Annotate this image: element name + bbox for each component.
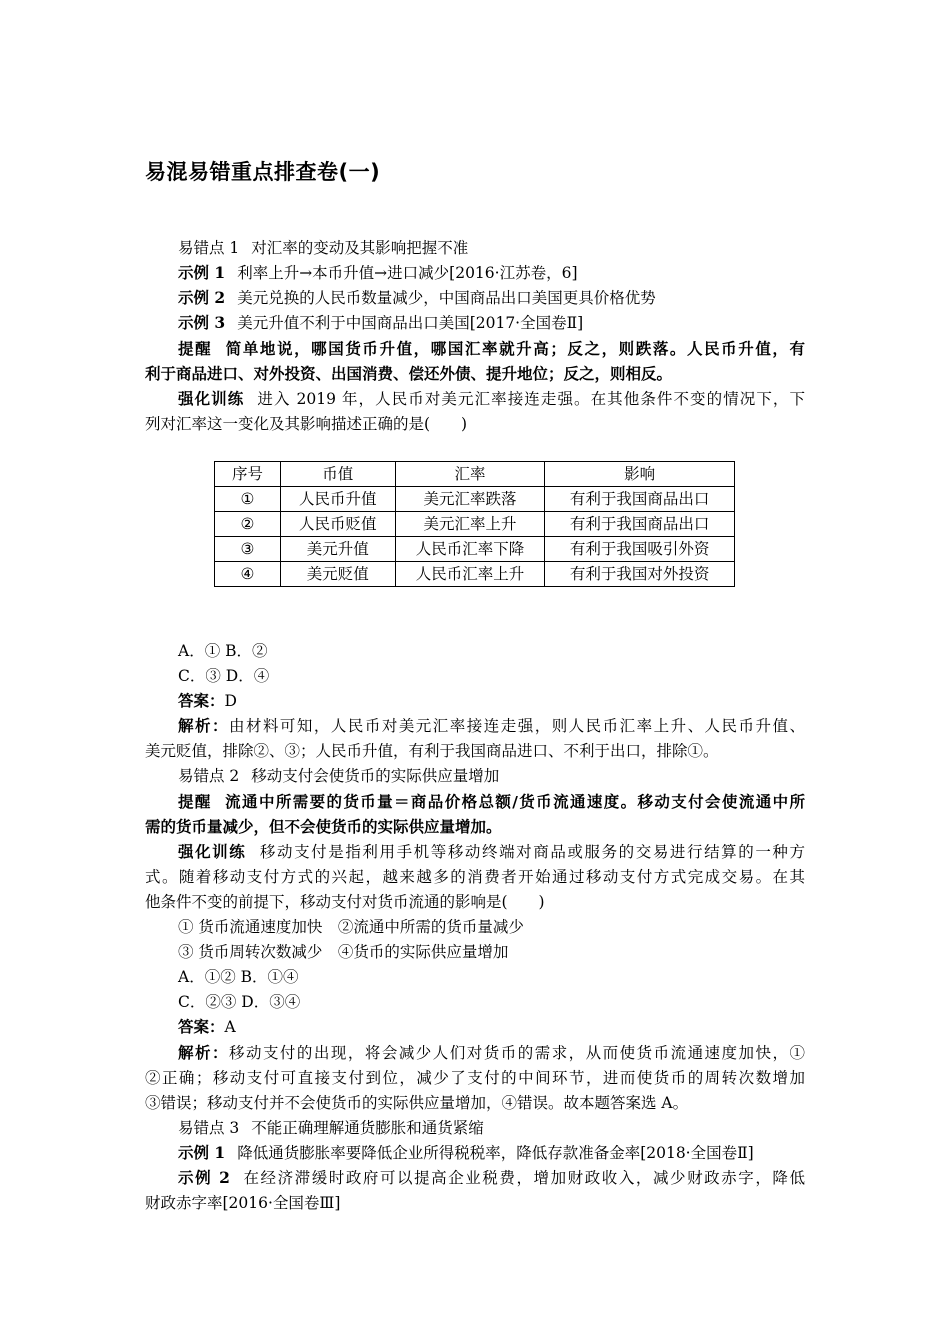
statements-3-4: ③ 货币周转次数减少 ④货币的实际供应量增加 <box>178 943 509 961</box>
table-row <box>215 537 735 562</box>
example-1: 示例 1 降低通货膨胀率要降低企业所得税税率，降低存款准备金率[2018·全国卷Ⅱ] <box>178 1143 754 1162</box>
table-cell: 美元贬值 <box>280 562 395 587</box>
analysis-2-line-2: ②正确；移动支付可直接支付到位，减少了支付的中间环节，进而使货币的周转次数增加 <box>145 1069 805 1087</box>
options-cd: C．②③ D．③④ <box>178 993 301 1011</box>
table-cell: ② <box>215 512 281 537</box>
table-row <box>215 512 735 537</box>
table-header-row <box>215 462 735 487</box>
example-2-line-2: 财政赤字率[2016·全国卷Ⅲ] <box>145 1194 341 1212</box>
training-1-line-2: 列对汇率这一变化及其影响描述正确的是( ) <box>145 415 468 433</box>
tip-1-line-2: 利于商品进口、对外投资、出国消费、偿还外债、提升地位；反之，则相反。 <box>145 365 673 383</box>
exchange-rate-table <box>214 461 735 587</box>
tip-2-line-2: 需的货币量减少，但不会使货币的实际供应量增加。 <box>145 818 502 836</box>
training-2-line-1: 强化训练 移动支付是指利用手机等移动终端对商品或服务的交易进行结算的一种方 <box>178 842 805 861</box>
table-cell: 美元升值 <box>280 537 395 562</box>
options-ab: A．①② B．①④ <box>178 968 299 986</box>
example-2-line-1: 示例 2 在经济滞缓时政府可以提高企业税费，增加财政收入，减少财政赤字，降低 <box>178 1168 805 1187</box>
error-point-2-heading: 易错点 2 移动支付会使货币的实际供应量增加 <box>178 767 500 785</box>
training-1-line-1: 强化训练 进入 2019 年，人民币对美元汇率接连走强。在其他条件不变的情况下，下 <box>178 389 805 408</box>
answer-2: 答案：A <box>178 1017 236 1036</box>
table-cell: 人民币升值 <box>280 487 395 512</box>
training-2-line-2: 式。随着移动支付方式的兴起，越来越多的消费者开始通过移动支付方式完成交易。在其 <box>145 868 805 886</box>
error-point-1-heading: 易错点 1 对汇率的变动及其影响把握不准 <box>178 239 469 257</box>
table-cell: 人民币汇率下降 <box>395 537 545 562</box>
options-cd: C．③ D．④ <box>178 667 270 685</box>
table-cell: 美元汇率上升 <box>395 512 545 537</box>
table-row <box>215 487 735 512</box>
answer-1: 答案：D <box>178 691 237 710</box>
table-cell: 有利于我国吸引外资 <box>545 537 735 562</box>
page-title: 易混易错重点排查卷(一) <box>145 160 381 184</box>
example-2: 示例 2 美元兑换的人民币数量减少，中国商品出口美国更具价格优势 <box>178 288 656 307</box>
table-cell: 人民币贬值 <box>280 512 395 537</box>
table-header: 汇率 <box>395 462 545 487</box>
example-3: 示例 3 美元升值不利于中国商品出口美国[2017·全国卷Ⅱ] <box>178 313 584 332</box>
table-cell: 有利于我国商品出口 <box>545 487 735 512</box>
analysis-1-line-1: 解析：由材料可知，人民币对美元汇率接连走强，则人民币汇率上升、人民币升值、 <box>178 716 805 735</box>
table-header: 影响 <box>545 462 735 487</box>
analysis-1-line-2: 美元贬值，排除②、③；人民币升值，有利于我国商品进口、不利于出口，排除①。 <box>145 742 719 760</box>
table-cell: 有利于我国商品出口 <box>545 512 735 537</box>
analysis-2-line-3: ③错误；移动支付并不会使货币的实际供应量增加，④错误。故本题答案选 A。 <box>145 1094 689 1112</box>
training-2-line-3: 他条件不变的前提下，移动支付对货币流通的影响是( ) <box>145 893 545 911</box>
table-cell: ③ <box>215 537 281 562</box>
statements-1-2: ① 货币流通速度加快 ②流通中所需的货币量减少 <box>178 918 524 936</box>
table-cell: ④ <box>215 562 281 587</box>
table-cell: 人民币汇率上升 <box>395 562 545 587</box>
table-header: 序号 <box>215 462 281 487</box>
tip-2-line-1: 提醒 流通中所需要的货币量＝商品价格总额/货币流通速度。移动支付会使流通中所 <box>178 793 805 811</box>
tip-1-line-1: 提醒 简单地说，哪国货币升值，哪国汇率就升高；反之，则跌落。人民币升值，有 <box>178 340 805 358</box>
analysis-2-line-1: 解析：移动支付的出现，将会减少人们对货币的需求，从而使货币流通速度加快，① <box>178 1043 805 1062</box>
example-1: 示例 1 利率上升→本币升值→进口减少[2016·江苏卷，6] <box>178 263 578 282</box>
error-point-3-heading: 易错点 3 不能正确理解通货膨胀和通货紧缩 <box>178 1119 484 1137</box>
table-cell: ① <box>215 487 281 512</box>
options-ab: A．① B．② <box>178 642 268 660</box>
table-cell: 有利于我国对外投资 <box>545 562 735 587</box>
table-row <box>215 562 735 587</box>
table-cell: 美元汇率跌落 <box>395 487 545 512</box>
table-header: 币值 <box>280 462 395 487</box>
